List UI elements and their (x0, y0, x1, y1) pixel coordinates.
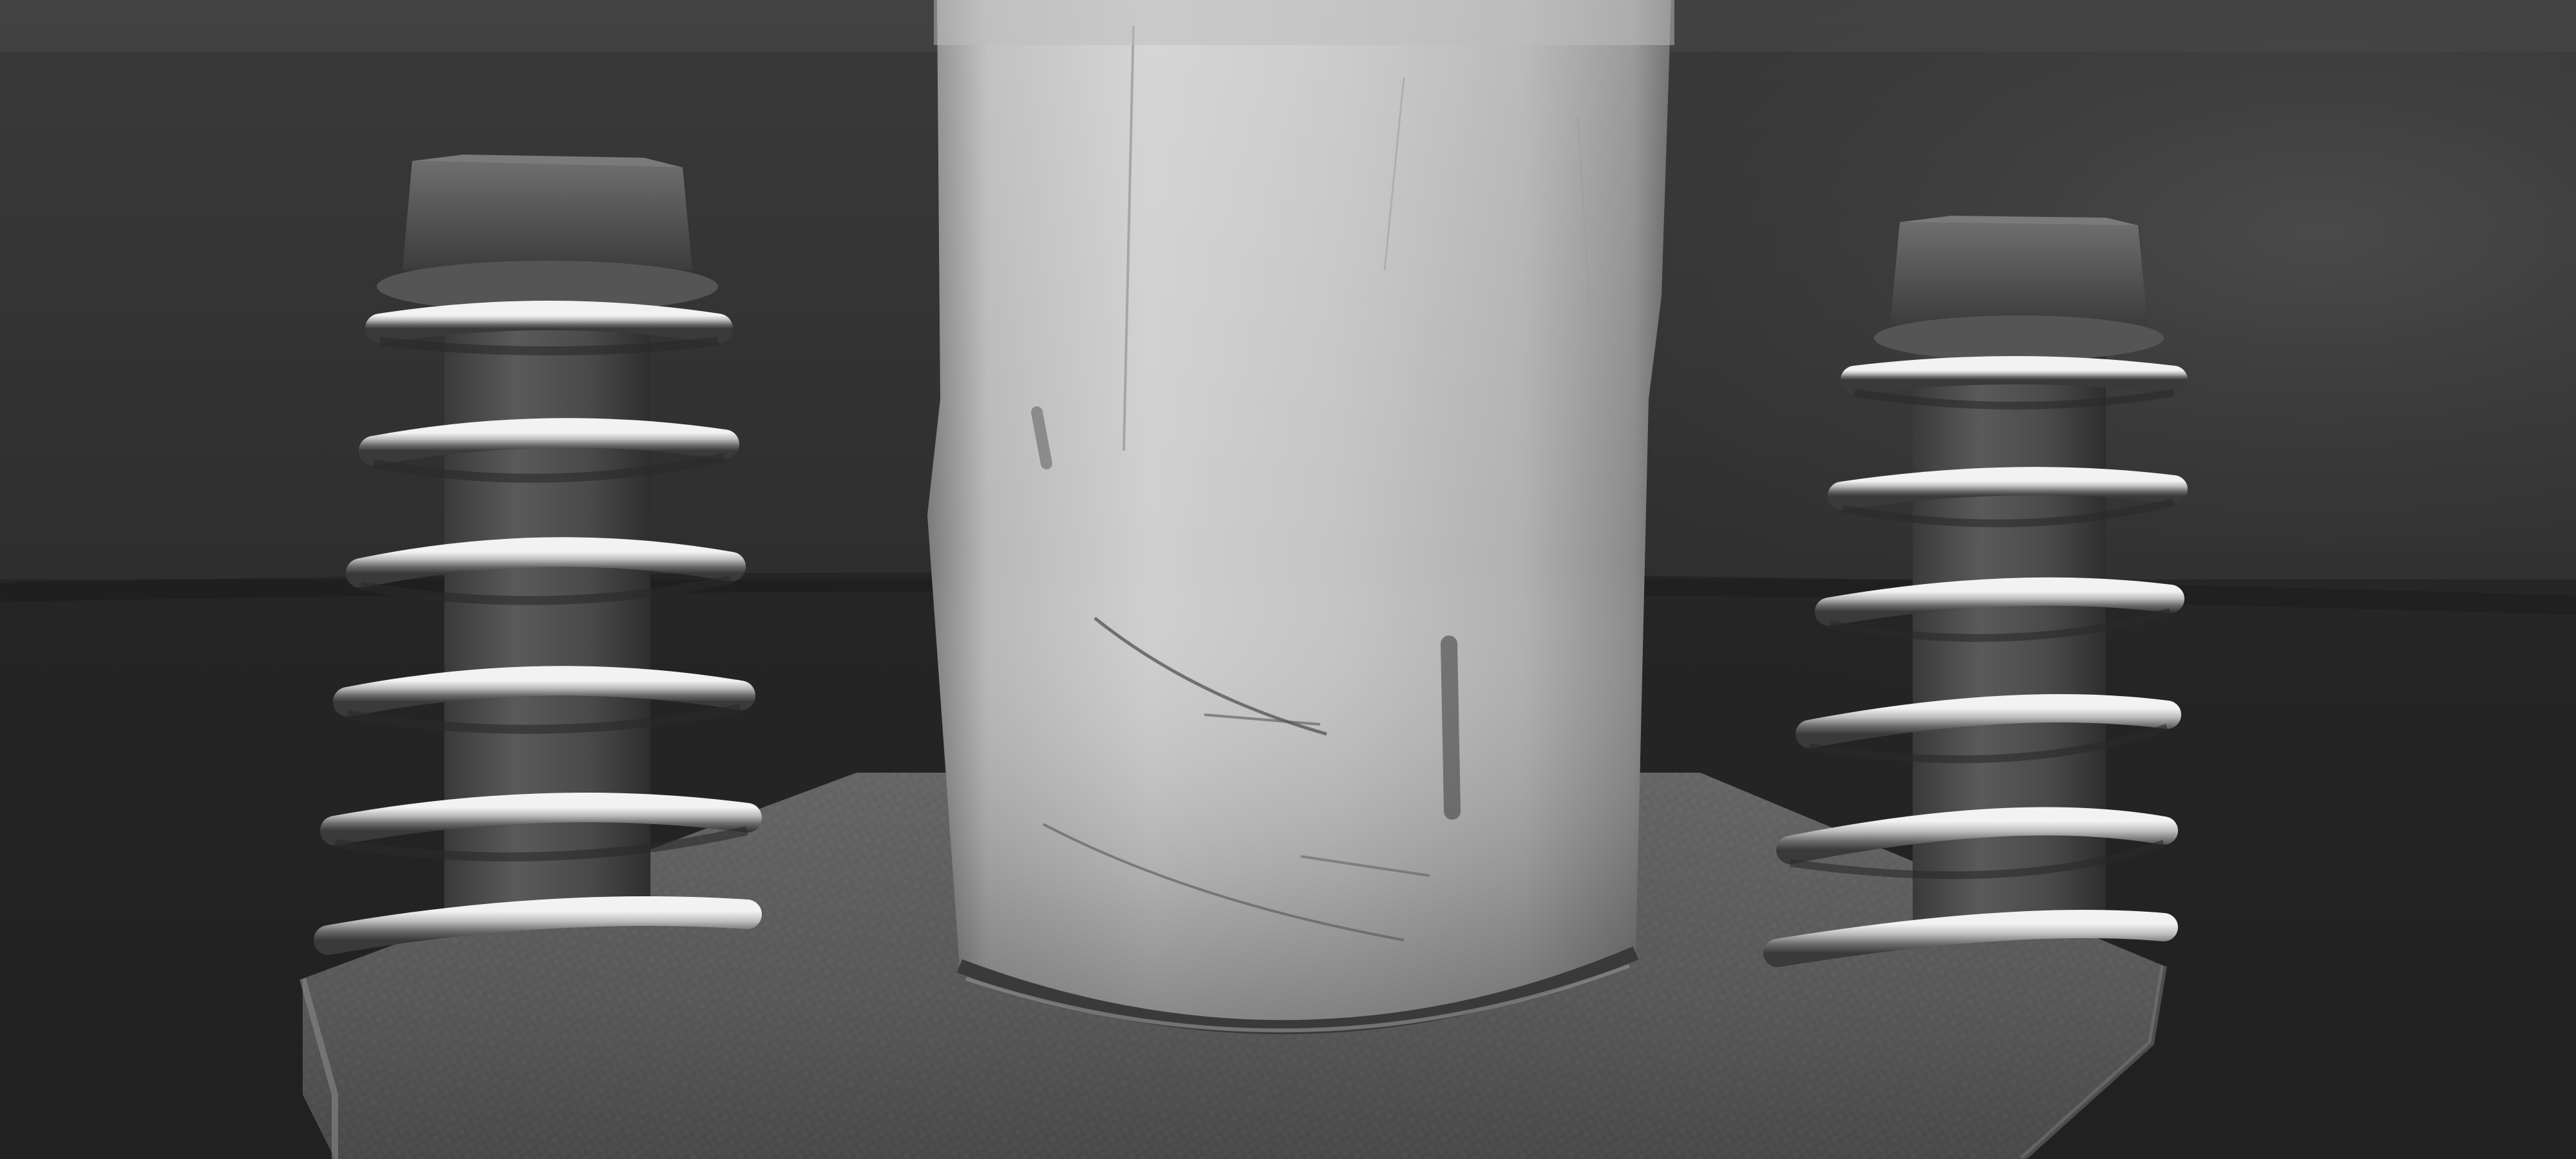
right-bolt-head (1890, 222, 2148, 325)
left-bolt-head (402, 161, 692, 270)
exhaust-pipe (927, 0, 1674, 1030)
